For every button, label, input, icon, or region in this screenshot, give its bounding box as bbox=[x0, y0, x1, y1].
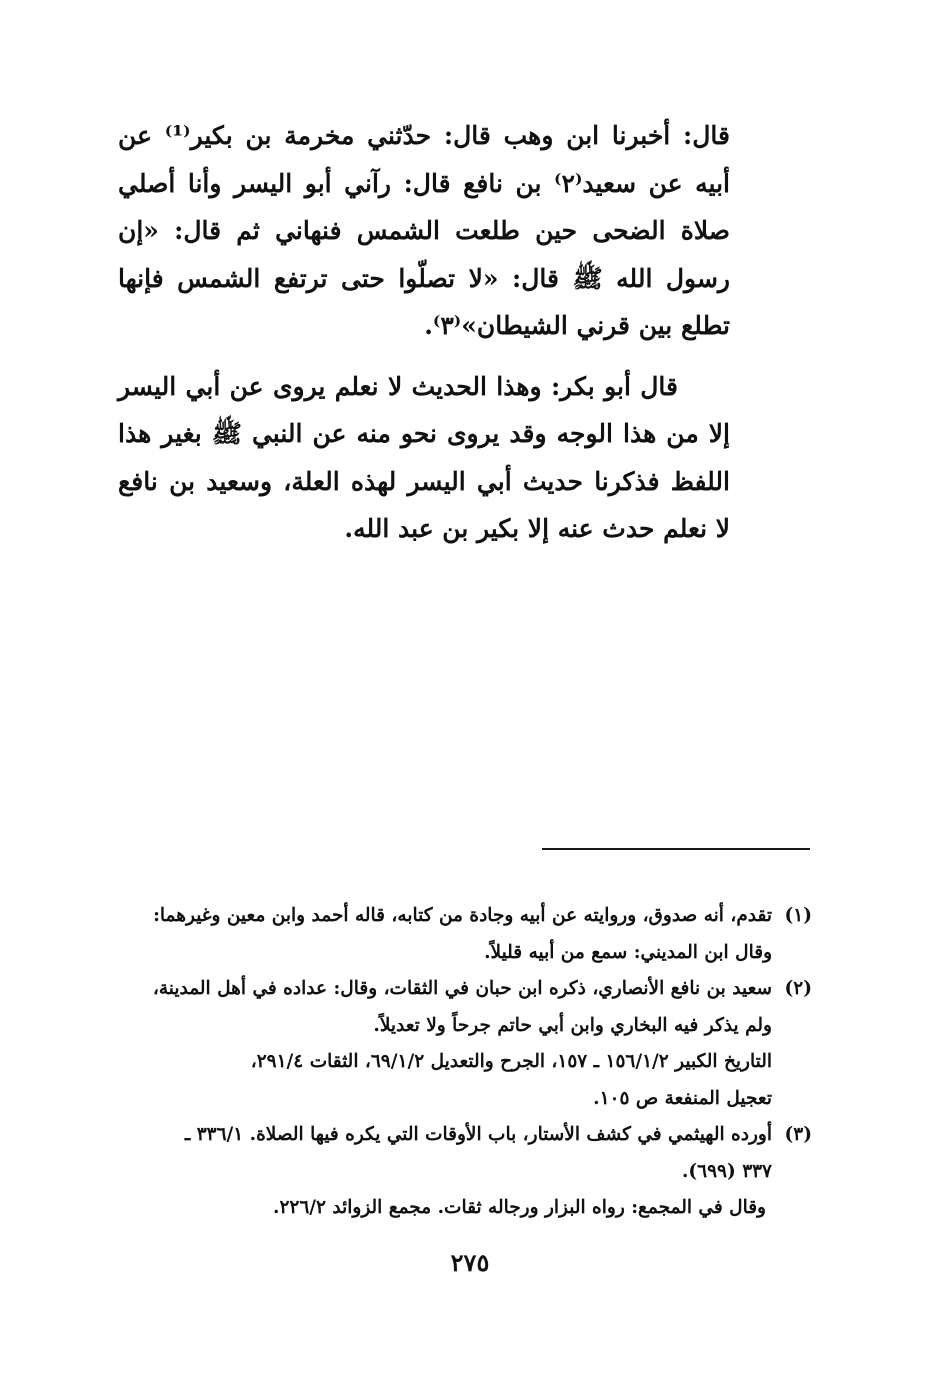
footnote-text bbox=[118, 971, 772, 1117]
footnote-line: وقال في المجمع: رواه البزار ورجاله ثقات. مجمع الزوائد ٢٢٦/٢. bbox=[273, 1197, 766, 1218]
paragraph-hadith: قال: أخبرنا ابن وهب قال: حدّثني مخرمة بن بكير⁽¹⁾ عن أبيه عن سعيد⁽٢⁾ بن نافع قال: رآني أبو اليسر وأنا أصلي صلاة الضحى حين طلعت الشمس فنهاني ثم قال: «إن رسول الله ﷺ قال: «لا تصلّوا حتى ترتفع الشمس فإنها تطلع بين قرني الشيطان»⁽٣⁾. bbox=[118, 121, 730, 340]
main-text-body bbox=[118, 112, 730, 553]
footnote-text bbox=[118, 898, 772, 971]
footnote-line: ٣٣٧ (٦٩٩). bbox=[681, 1160, 772, 1182]
footnote-3 bbox=[118, 1117, 812, 1227]
footnotes bbox=[118, 898, 812, 1227]
footnote-number: (١) bbox=[784, 905, 812, 926]
page-number: ٢٧٥ bbox=[450, 1248, 490, 1277]
footnote-line: تعجيل المنفعة ص ١٠٥. bbox=[593, 1087, 772, 1109]
footnote-number: (٣) bbox=[784, 1124, 812, 1145]
footnote-text bbox=[118, 1117, 772, 1227]
footnote-1 bbox=[118, 898, 812, 971]
footnote-2 bbox=[118, 971, 812, 1117]
footnote-line: وقال ابن المديني: سمع من أبيه قليلاً. bbox=[484, 941, 772, 963]
paragraph-commentary: قال أبو بكر: وهذا الحديث لا نعلم يروى عن أبي اليسر إلا من هذا الوجه وقد يروى نحو منه عن النبي ﷺ بغير هذا اللفظ فذكرنا حديث أبي اليسر لهذه العلة، وسعيد بن نافع لا نعلم حدث عنه إلا بكير بن عبد الله. bbox=[118, 371, 730, 543]
footnote-line: أورده الهيثمي في كشف الأستار، باب الأوقات التي يكره فيها الصلاة. ٣٣٦/١ ـ bbox=[184, 1124, 772, 1145]
footnote-line: ولم يذكر فيه البخاري وابن أبي حاتم جرحاً ولا تعديلاً. bbox=[373, 1014, 772, 1036]
footnote-number: (٢) bbox=[784, 978, 812, 999]
footnote-line: سعيد بن نافع الأنصاري، ذكره ابن حبان في الثقات، وقال: عداده في أهل المدينة، bbox=[152, 978, 772, 999]
footnote-line: تقدم، أنه صدوق، وروايته عن أبيه وجادة من كتابه، قاله أحمد وابن معين وغيرهما: bbox=[153, 905, 772, 926]
footnote-line: التاريخ الكبير ١٥٦/١/٢ ـ ١٥٧، الجرح والتعديل ٦٩/١/٢، الثقات ٢٩١/٤، bbox=[250, 1051, 772, 1072]
footnote-separator bbox=[542, 848, 810, 850]
